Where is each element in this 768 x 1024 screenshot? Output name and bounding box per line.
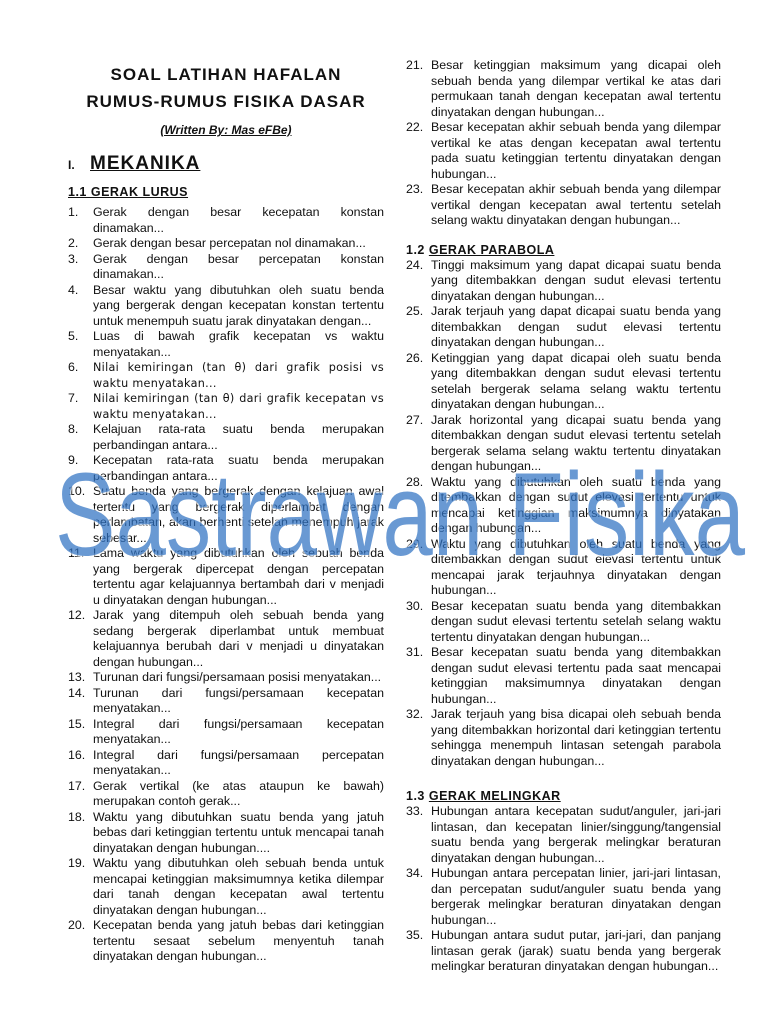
question-text: Suatu benda yang bergerak dengan kelajuan awal tertentu yang bergerak diperlambat dengan perlambatan, akan berhenti setelah menempuh jarak sebesar... xyxy=(93,484,384,545)
question-number: 16. xyxy=(68,747,86,762)
subsection-label: GERAK PARABOLA xyxy=(428,242,555,257)
question-text: Hubungan antara sudut putar, jari-jari, dan panjang lintasan gerak (jarak) suatu benda yang bergerak melingkar beraturan dinyatakan dengan hubungan... xyxy=(431,928,721,973)
question-text: Waktu yang dibutuhkan suatu benda yang jatuh bebas dari ketinggian tertentu untuk mencapai tanah dinyatakan dengan hubungan.... xyxy=(93,809,384,855)
subsection-heading-gerak-melingkar xyxy=(406,789,721,803)
question-number: 30. xyxy=(406,598,424,613)
question-item xyxy=(68,670,384,686)
question-list-left xyxy=(68,205,384,965)
question-number: 1. xyxy=(68,205,79,219)
question-text: Hubungan antara percepatan linier, jari-jari lintasan, dan percepatan sudut/anguler suatu benda yang bergerak melingkar beraturan dinyatakan dengan hubungan... xyxy=(431,866,721,927)
question-number: 27. xyxy=(406,412,424,427)
question-text: Gerak dengan besar percepatan nol dinamakan... xyxy=(93,236,366,250)
question-text: Besar kecepatan akhir sebuah benda yang dilempar vertikal ke atas dengan kecepatan awal tertentu pada suatu ketinggian tertentu dinyatakan dengan hubungan... xyxy=(431,120,721,181)
question-item xyxy=(68,391,384,422)
question-item xyxy=(406,413,721,475)
question-text: Besar kecepatan suatu benda yang ditembakkan dengan sudut elevasi tertentu setelah selang waktu tertentu dinyatakan dengan hubungan... xyxy=(431,598,721,644)
question-number: 10. xyxy=(68,484,86,498)
question-list-melingkar xyxy=(406,804,721,975)
question-number: 4. xyxy=(68,282,79,297)
question-number: 5. xyxy=(68,329,79,343)
question-text: Kecepatan rata-rata suatu benda merupakan perbandingan antara... xyxy=(93,453,384,483)
question-item xyxy=(406,645,721,707)
question-text: Nilai kemiringan (tan θ) dari grafik kecepatan vs waktu menyatakan... xyxy=(93,392,384,421)
question-item xyxy=(406,537,721,599)
question-text: Besar kecepatan akhir sebuah benda yang dilempar vertikal dengan kecepatan awal tertentu setelah selang waktu dinyatakan dengan hubungan... xyxy=(431,182,721,227)
question-number: 32. xyxy=(406,707,424,721)
question-item xyxy=(406,258,721,305)
question-text: Turunan dari fungsi/persamaan kecepatan menyatakan... xyxy=(93,685,384,715)
question-number: 14. xyxy=(68,685,86,700)
subsection-number: 1.3 xyxy=(406,789,425,803)
question-text: Jarak terjauh yang dapat dicapai suatu benda yang ditembakkan dengan sudut elevasi tertentu dinyatakan dengan hubungan... xyxy=(431,304,721,349)
question-item xyxy=(68,422,384,453)
subsection-heading-gerak-lurus xyxy=(68,185,384,199)
subsection-number: 1.2 xyxy=(406,242,425,257)
right-column xyxy=(406,58,721,975)
question-item xyxy=(406,866,721,928)
question-number: 34. xyxy=(406,866,424,880)
question-number: 2. xyxy=(68,236,79,250)
question-number: 15. xyxy=(68,716,86,731)
question-text: Jarak terjauh yang bisa dicapai oleh sebuah benda yang ditembakkan horizontal dari ketinggian tertentu sehingga menempuh lintasan setengah parabola dinyatakan dengan hubungan... xyxy=(431,707,721,768)
question-text: Besar kecepatan suatu benda yang ditembakkan dengan sudut elevasi tertentu pada saat mencapai ketinggian maksimumnya dinyatakan dengan hubungan... xyxy=(431,645,721,706)
question-number: 24. xyxy=(406,257,424,272)
question-number: 31. xyxy=(406,645,424,659)
question-item xyxy=(68,546,384,608)
question-item xyxy=(406,599,721,646)
title-line-1: SOAL LATIHAN HAFALAN xyxy=(110,65,342,84)
question-item xyxy=(68,608,384,670)
question-text: Gerak vertikal (ke atas ataupun ke bawah) merupakan contoh gerak... xyxy=(93,778,384,808)
question-number: 18. xyxy=(68,809,86,824)
question-text: Gerak dengan besar kecepatan konstan dinamakan... xyxy=(93,205,384,235)
title-line-2: RUMUS-RUMUS FISIKA DASAR xyxy=(86,92,366,111)
question-item xyxy=(406,475,721,537)
question-item xyxy=(68,918,384,965)
question-item xyxy=(68,205,384,236)
question-number: 26. xyxy=(406,350,424,365)
question-item xyxy=(406,928,721,975)
question-text: Tinggi maksimum yang dapat dicapai suatu benda yang ditembakkan dengan sudut elevasi tertentu dinyatakan dengan hubungan... xyxy=(431,257,721,303)
question-item xyxy=(68,283,384,330)
question-text: Jarak yang ditempuh oleh sebuah benda yang sedang bergerak diperlambat untuk membuat kelajuannya berubah dari v menjadi u dinyatakan dengan hubungan... xyxy=(93,608,384,669)
question-text: Integral dari fungsi/persamaan kecepatan menyatakan... xyxy=(93,716,384,746)
question-text: Hubungan antara kecepatan sudut/anguler, jari-jari lintasan, dan kecepatan linier/singgung/tangensial suatu benda yang bergerak melingkar beraturan dinyatakan dengan hubungan... xyxy=(431,804,721,865)
question-number: 29. xyxy=(406,536,424,551)
question-text: Waktu yang dibutuhkan oleh suatu benda yang ditembakkan dengan sudut elevasi tertentu untuk mencapai jarak terjauhnya dinyatakan dengan hubungan... xyxy=(431,536,721,597)
question-number: 28. xyxy=(406,474,424,489)
question-text: Integral dari fungsi/persamaan percepatan menyatakan... xyxy=(93,747,384,777)
question-text: Besar waktu yang dibutuhkan oleh suatu benda yang bergerak dengan kecepatan konstan tertentu untuk menempuh suatu jarak dinyatakan dengan... xyxy=(93,282,384,328)
question-text: Nilai kemiringan (tan θ) dari grafik posisi vs waktu menyatakan... xyxy=(93,361,384,390)
question-number: 3. xyxy=(68,251,79,266)
question-text: Ketinggian yang dapat dicapai oleh suatu benda yang ditembakkan dengan sudut elevasi tertentu setelah bergerak selama selang waktu tertentu dinyatakan dengan hubungan... xyxy=(431,350,721,411)
question-item xyxy=(68,810,384,857)
question-number: 33. xyxy=(406,804,424,818)
question-list-right-top xyxy=(406,58,721,229)
question-text: Kecepatan benda yang jatuh bebas dari ketinggian tertentu sesaat sebelum menyentuh tanah dinyatakan dengan hubungan... xyxy=(93,918,384,963)
section-title: MEKANIKA xyxy=(90,153,201,174)
question-number: 11. xyxy=(68,546,85,560)
question-item xyxy=(68,686,384,717)
question-item xyxy=(406,351,721,413)
subsection-label: GERAK MELINGKAR xyxy=(428,789,561,803)
question-number: 35. xyxy=(406,928,424,942)
question-number: 13. xyxy=(68,670,86,684)
question-list-parabola xyxy=(406,258,721,770)
question-item xyxy=(406,120,721,182)
question-number: 17. xyxy=(68,778,86,793)
question-item xyxy=(68,779,384,810)
question-number: 9. xyxy=(68,453,79,467)
question-item xyxy=(406,707,721,769)
question-text: Waktu yang dibutuhkan oleh suatu benda yang ditembakkan dengan sudut elevasi tertentu untuk mencapai ketinggian maksimumnya dinyatakan dengan hubungan... xyxy=(431,474,721,535)
question-item xyxy=(406,804,721,866)
watermark-text: Sastrawan Fisika xyxy=(55,449,746,581)
section-heading xyxy=(68,153,384,177)
section-number: I. xyxy=(68,158,75,172)
question-text: Jarak horizontal yang dicapai suatu benda yang ditembakkan dengan sudut elevasi tertentu setelah bergerak selama selang waktu tertentu dinyatakan dengan hubungan... xyxy=(431,412,721,473)
question-item xyxy=(68,856,384,918)
question-number: 8. xyxy=(68,422,79,436)
question-item xyxy=(68,717,384,748)
left-column xyxy=(68,0,384,965)
question-item xyxy=(406,182,721,229)
question-text: Besar ketinggian maksimum yang dicapai oleh sebuah benda yang dilempar vertikal ke atas dari permukaan tanah dengan kecepatan awal tertentu dinyatakan dengan hubungan... xyxy=(431,58,721,119)
question-number: 21. xyxy=(406,58,424,72)
question-item xyxy=(68,236,384,252)
question-text: Kelajuan rata-rata suatu benda merupakan perbandingan antara... xyxy=(93,422,384,452)
question-text: Luas di bawah grafik kecepatan vs waktu menyatakan... xyxy=(93,329,384,359)
question-number: 25. xyxy=(406,304,424,318)
question-item xyxy=(68,484,384,546)
subsection-heading-gerak-parabola xyxy=(406,243,721,257)
question-item xyxy=(68,360,384,391)
question-item xyxy=(68,453,384,484)
question-number: 6. xyxy=(68,360,79,374)
question-number: 12. xyxy=(68,608,86,622)
question-text: Gerak dengan besar percepatan konstan dinamakan... xyxy=(93,251,384,281)
question-number: 7. xyxy=(68,391,79,405)
question-number: 19. xyxy=(68,856,86,870)
question-item xyxy=(68,329,384,360)
subsection-label: 1.1 GERAK LURUS xyxy=(68,185,189,199)
question-item xyxy=(406,304,721,351)
question-number: 20. xyxy=(68,918,86,932)
question-item xyxy=(68,252,384,283)
question-item xyxy=(406,58,721,120)
question-text: Lama waktu yang dibutuhkan oleh sebuah benda yang bergerak dipercepat dengan percepatan tertentu agar kelajuannya bertambah dari v menjadi u dinyatakan dengan hubungan... xyxy=(93,546,384,607)
question-number: 22. xyxy=(406,120,424,134)
question-text: Waktu yang dibutuhkan oleh sebuah benda untuk mencapai ketinggian maksimumnya ketika dilempar dari tanah dengan kecepatan awal tertentu dinyatakan dengan hubungan... xyxy=(93,856,384,917)
question-item xyxy=(68,748,384,779)
question-number: 23. xyxy=(406,182,424,196)
question-text: Turunan dari fungsi/persamaan posisi menyatakan... xyxy=(93,670,382,684)
author-line: (Written By: Mas eFBe) xyxy=(160,123,292,137)
